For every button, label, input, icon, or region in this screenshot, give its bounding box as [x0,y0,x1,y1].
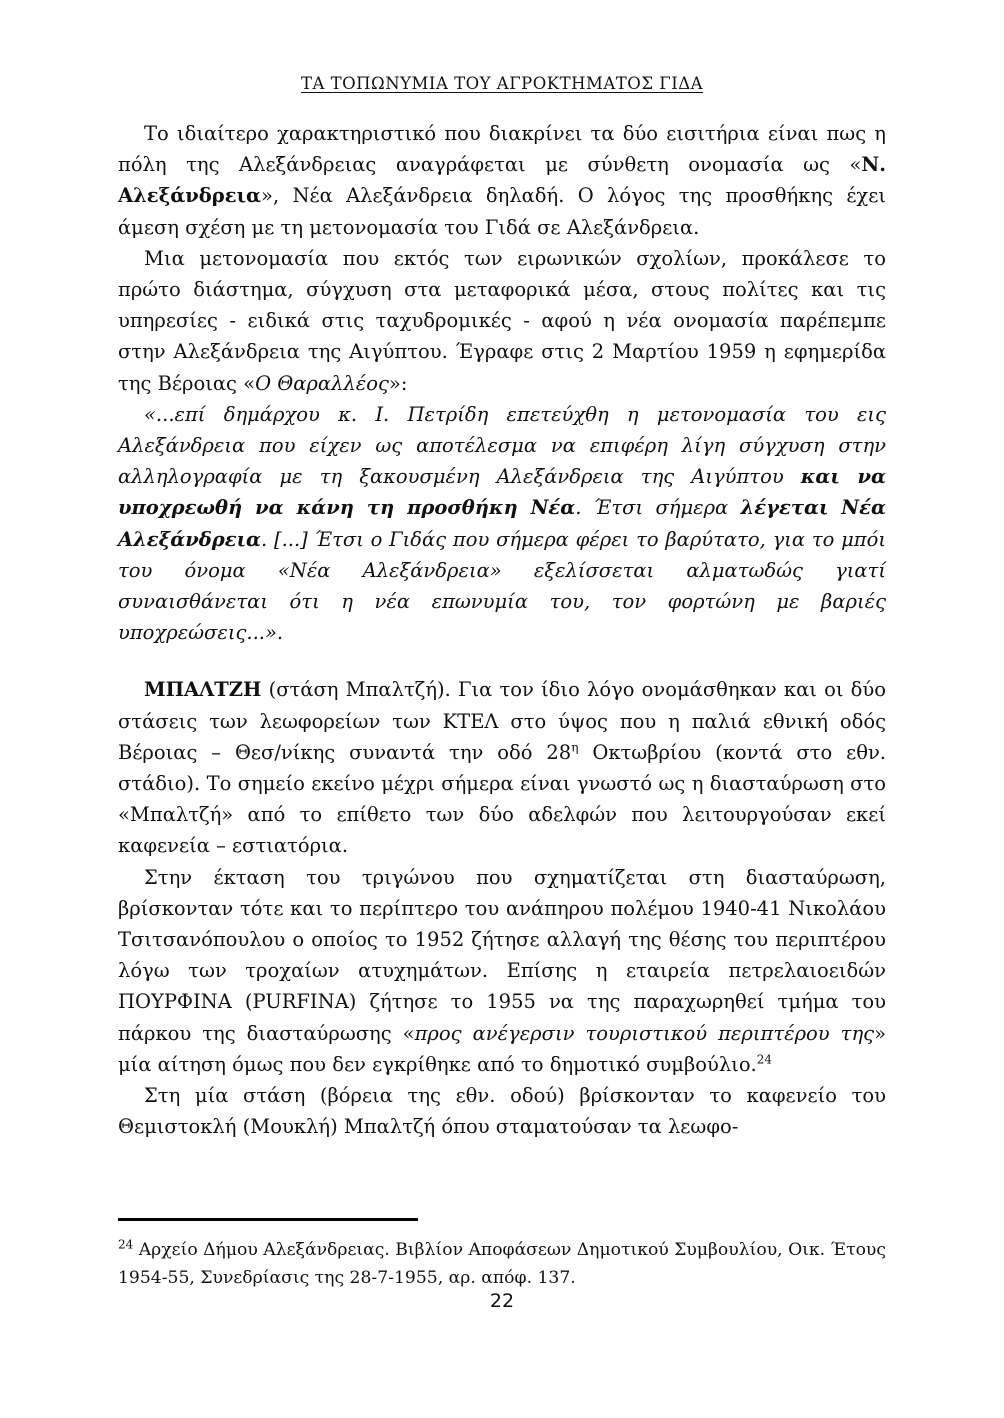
bold-emphasis: λέγεται Νέα Αλεξάνδρεια [118,496,886,551]
bold-term: Ν. Αλεξάνδρεια [118,153,886,208]
entry-heading: ΜΠΑΛΤΖΗ [144,678,262,702]
text-run: Οκτωβρίου (κοντά στο εθν. στάδιο). Το σημείο εκείνο μέχρι σήμερα είναι γνωστό ως η διασταύρωση στο «Μπαλτζή» από το επίθετο των δύο αδελφών που λειτουργούσαν εκεί καφενεία – εστιατόρια. [118,740,886,858]
text-run: » μία αίτηση όμως που δεν εγκρίθηκε από το δημοτικό συμβούλιο. [118,1021,886,1076]
text-run: . Έτσι σήμερα [575,496,741,520]
footnote [118,1236,886,1292]
text-run: », Νέα Αλεξάνδρεια δηλαδή. Ο λόγος της προσθήκης έχει άμεση σχέση με τη μετονομασία του Γιδά σε Αλεξάνδρεια. [118,184,886,239]
bold-emphasis: και να υποχρεωθή να κάνη τη προσθήκη Νέα [118,465,886,520]
text-run: Στη μία στάση (βόρεια της εθν. οδού) βρίσκονταν το καφενείο του Θεμιστοκλή (Μουκλή) Μπαλτζή όπου σταματούσαν τα λεωφο- [118,1084,886,1139]
paragraph-5 [118,862,886,1080]
footnote-divider [118,1218,418,1221]
text-run: Το ιδιαίτερο χαρακτηριστικό που διακρίνει τα δύο εισιτήρια είναι πως η πόλη της Αλεξάνδρειας αναγράφεται με σύνθετη ονομασία ως « [118,122,886,177]
text-run: »: [388,371,408,395]
newspaper-name: Ο Θαραλλέος [255,371,389,395]
text-run: Στην έκταση του τριγώνου που σχηματίζεται στη διασταύρωση, βρίσκονταν τότε και το περίπτερο του ανάπηρου πολέμου 1940-41 Νικολάου Τσιτσανόπουλου ο οποίος το 1952 ζήτησε αλλαγή της θέσης του περιπτέρου λόγω των τροχαίων ατυχημάτων. Επίσης η εταιρεία πετρελαιοειδών ΠΟΥΡΦΙΝΑ (PURFINA) ζήτησε το 1955 να της παραχωρηθεί τμήμα του πάρκου της διασταύρωσης « [118,865,886,1045]
text-run: . [...] Έτσι ο Γιδάς που σήμερα φέρει το βαρύτατο, για το μπόι του όνομα «Νέα Αλεξάνδρεια» εξελίσσεται αλματωδώς γιατί συναισθάνεται ότι η νέα επωνυμία του, τον φορτώνη με βαριές υποχρεώσεις...». [118,527,886,645]
footnote-text: Αρχείο Δήμου Αλεξάνδρειας. Βιβλίον Αποφάσεων Δημοτικού Συμβουλίου, Οικ. Έτους 1954-55, Συνεδρίασις της 28-7-1955, αρ. απόφ. 137. [118,1240,886,1288]
page-number: 22 [489,1290,515,1312]
text-run: «...επί δημάρχου κ. Ι. Πετρίδη επετεύχθη η μετονομασία του εις Αλεξάνδρεια που είχεν ως αποτέλεσμα να επιφέρη λίγη σύγχυση στην αλληλογραφία με τη ξακουσμένη Αλεξάνδρεια της Αιγύπτου [118,402,886,489]
running-header [0,74,1004,93]
paragraph-2 [118,243,886,399]
text-run: (στάση Μπαλτζή). Για τον ίδιο λόγο ονομάσθηκαν και οι δύο στάσεις των λεωφορείων των ΚΤΕΛ στο ύψος που η παλιά εθνική οδός Βέροιας – Θεσ/νίκης συναντά την οδό 28 [118,678,886,764]
footnote-reference: 24 [756,1052,773,1067]
quoted-phrase: προς ανέγερσιν τουριστικού περιπτέρου της [414,1021,875,1045]
footnote-marker: 24 [118,1237,134,1252]
ordinal-superscript: η [571,740,579,755]
running-title: ΤΑ ΤΟΠΩΝΥΜΙΑ ΤΟΥ ΑΓΡΟΚΤΗΜΑΤΟΣ ΓΙΔΑ [300,74,704,93]
paragraph-1 [118,118,886,243]
paragraph-6 [118,1080,886,1142]
quote-paragraph [118,399,886,649]
text-run: Μια μετονομασία που εκτός των ειρωνικών σχολίων, προκάλεσε το πρώτο διάστημα, σύγχυση στα μεταφορικά μέσα, στους πολίτες και τις υπηρεσίες - ειδικά στις ταχυδρομικές - αφού η νέα ονομασία παρέπεμπε στην Αλεξάνδρεια της Αιγύπτου. Έγραφε στις 2 Μαρτίου 1959 η εφημερίδα της Βέροιας « [118,246,886,395]
paragraph-4 [118,674,886,861]
main-text [118,118,886,1143]
